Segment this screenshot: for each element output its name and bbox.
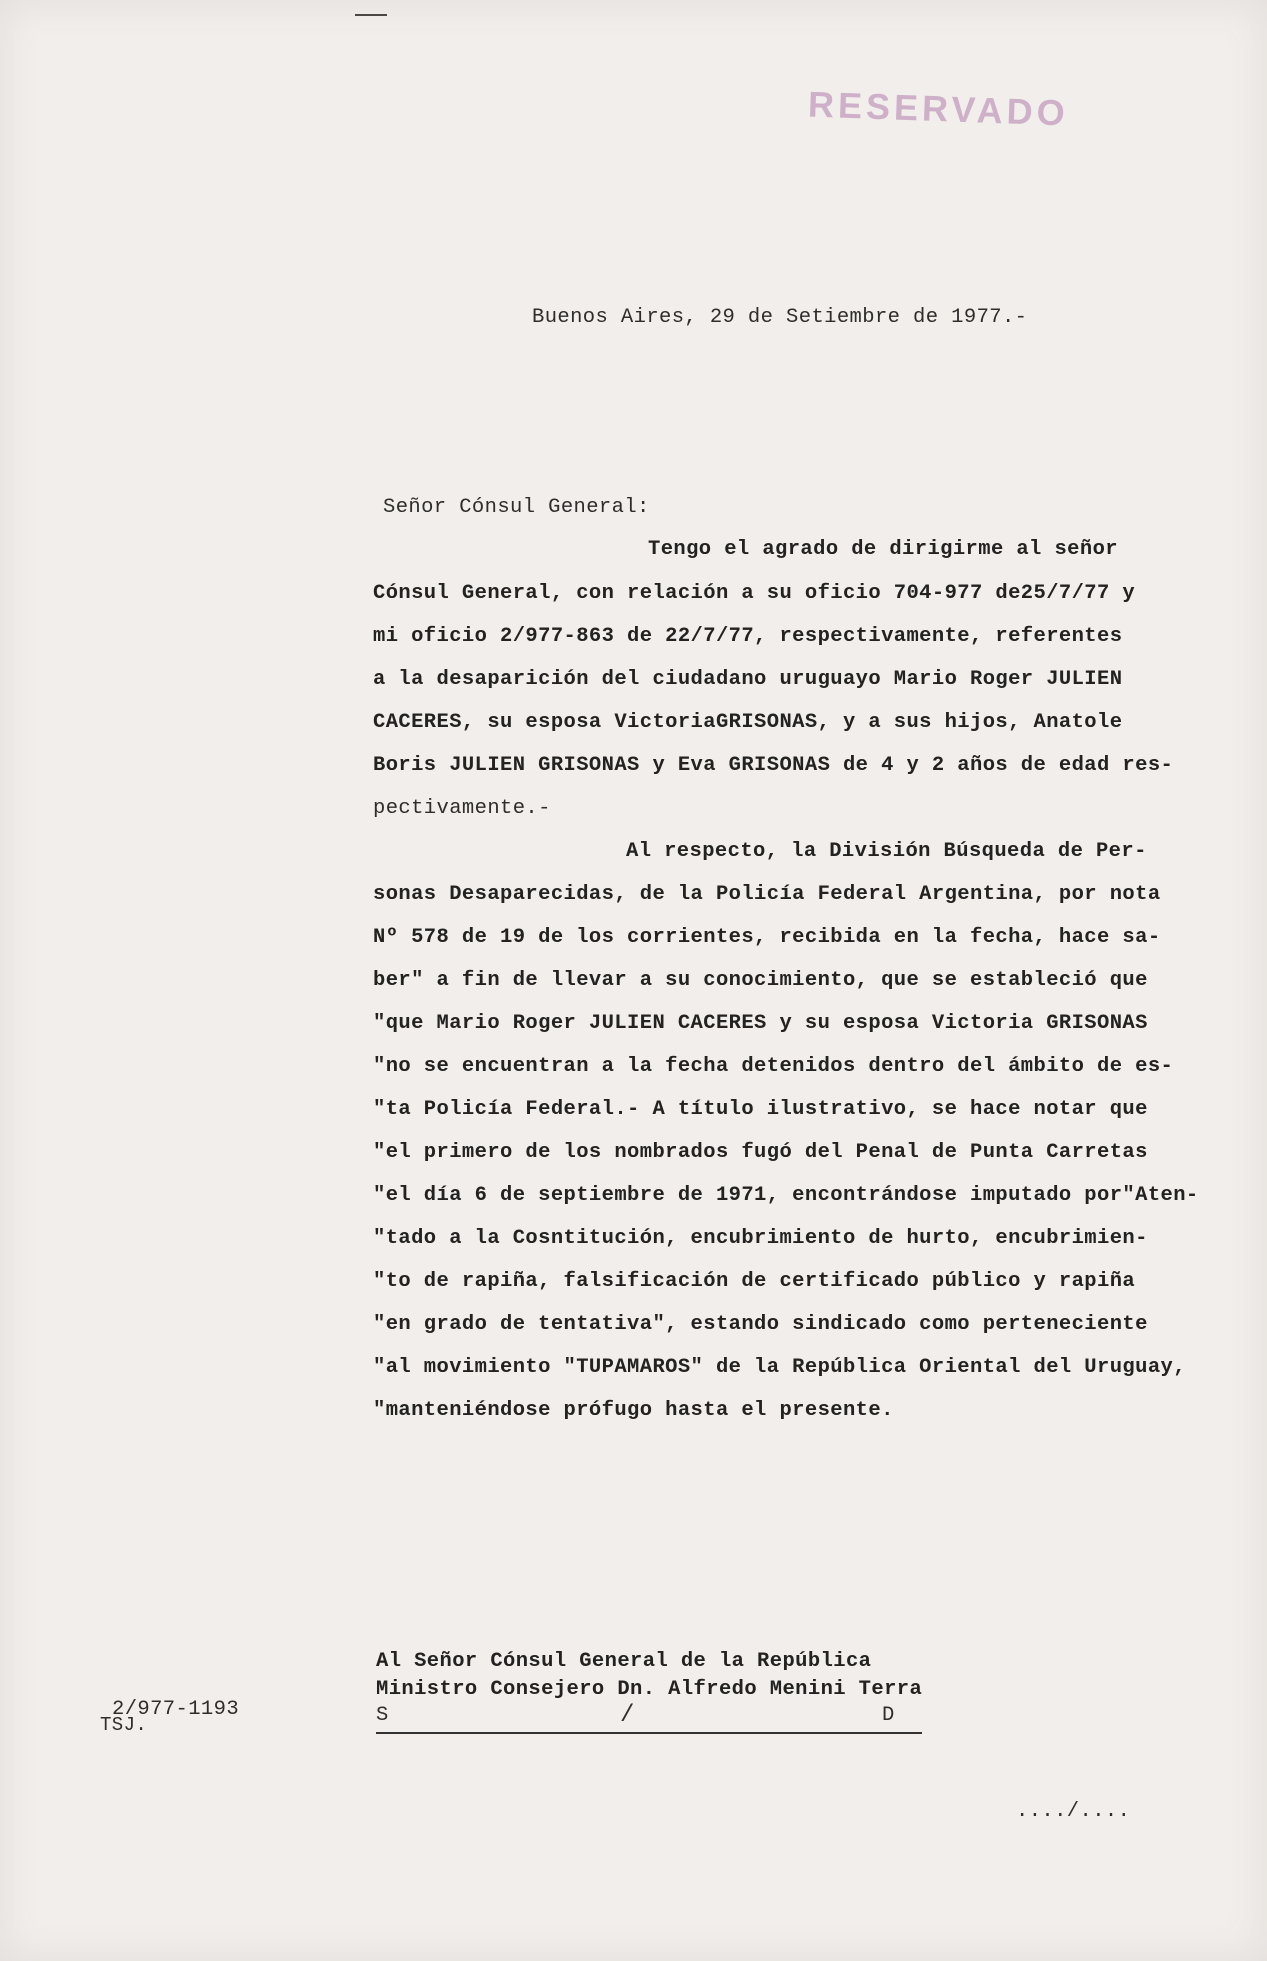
date-line: Buenos Aires, 29 de Setiembre de 1977.-: [532, 306, 1028, 329]
paragraph2-line: "al movimiento "TUPAMAROS" de la República Oriental del Uruguay,: [373, 1356, 1186, 1379]
paragraph2-line: ber" a fin de llevar a su conocimiento, que se estableció que: [373, 969, 1148, 992]
paragraph2-line: Al respecto, la División Búsqueda de Per-: [626, 840, 1147, 863]
signature-underline: [376, 1732, 922, 1734]
paragraph2-line: sonas Desaparecidas, de la Policía Federal Argentina, por nota: [373, 883, 1161, 906]
reference-initials: TSJ.: [100, 1714, 148, 1736]
paragraph2-line: "ta Policía Federal.- A título ilustrativo, se hace notar que: [373, 1098, 1148, 1121]
salutation: Señor Cónsul General:: [383, 496, 650, 519]
paragraph1-line: mi oficio 2/977-863 de 22/7/77, respectivamente, referentes: [373, 625, 1123, 648]
paragraph1-line: Cónsul General, con relación a su oficio 704-977 de25/7/77 y: [373, 582, 1136, 605]
paragraph2-line: "tado a la Cosntitución, encubrimiento de hurto, encubrimien-: [373, 1227, 1148, 1250]
signature-slash: /: [620, 1702, 635, 1729]
paragraph2-line: "el primero de los nombrados fugó del Penal de Punta Carretas: [373, 1141, 1148, 1164]
paragraph2-line: "en grado de tentativa", estando sindicado como perteneciente: [373, 1313, 1148, 1336]
paragraph1-line: Boris JULIEN GRISONAS y Eva GRISONAS de 4 y 2 años de edad res-: [373, 754, 1174, 777]
addressee-line: Ministro Consejero Dn. Alfredo Menini Terra: [376, 1678, 923, 1701]
continuation-mark: ..../....: [1016, 1800, 1131, 1823]
paragraph2-line: "manteniéndose prófugo hasta el presente.: [373, 1399, 894, 1422]
reservado-stamp: RESERVADO: [807, 83, 1070, 134]
signature-d: D: [882, 1704, 895, 1727]
paragraph2-line: Nº 578 de 19 de los corrientes, recibida en la fecha, hace sa-: [373, 926, 1161, 949]
top-edge-mark: [355, 14, 387, 16]
paragraph2-line: "to de rapiña, falsificación de certificado público y rapiña: [373, 1270, 1136, 1293]
paragraph1-line: a la desaparición del ciudadano uruguayo Mario Roger JULIEN: [373, 668, 1123, 691]
signature-s: S: [376, 1704, 389, 1727]
paragraph1-line: pectivamente.-: [373, 797, 551, 820]
addressee-line: Al Señor Cónsul General de la República: [376, 1650, 872, 1673]
paragraph2-line: "que Mario Roger JULIEN CACERES y su esposa Victoria GRISONAS: [373, 1012, 1148, 1035]
paragraph2-line: "el día 6 de septiembre de 1971, encontrándose imputado por"Aten-: [373, 1184, 1199, 1207]
paragraph1-line: Tengo el agrado de dirigirme al señor: [648, 538, 1118, 561]
paragraph1-line: CACERES, su esposa VictoriaGRISONAS, y a sus hijos, Anatole: [373, 711, 1123, 734]
reference-number: 2/977-1193: [112, 1698, 240, 1721]
paragraph2-line: "no se encuentran a la fecha detenidos dentro del ámbito de es-: [373, 1055, 1174, 1078]
